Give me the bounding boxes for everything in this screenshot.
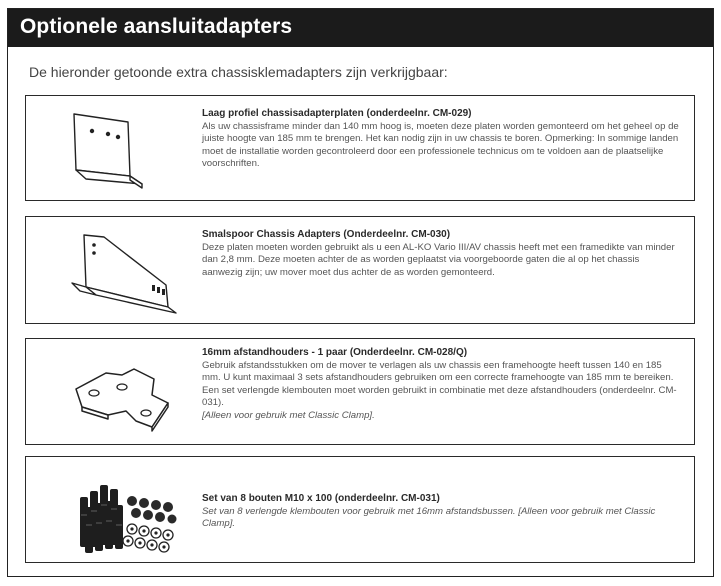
page-title: Optionele aansluitadapters: [20, 15, 293, 38]
bolt-set-icon: [56, 465, 181, 565]
item-title: Laag profiel chassisadapterplaten (onderdeelnr. CM-029): [202, 108, 472, 119]
adapter-card-cm028q: [25, 338, 695, 445]
adapter-card-cm030: [25, 216, 695, 324]
item-description: Als uw chassisframe minder dan 140 mm hoog is, moeten deze platen worden gemonteerd om het geheel op de juiste hoogte van 185 mm te brengen. Het kan nodig zijn in uw chassis te boren. Opmerking: In sommige landen moet de installatie worden gecontroleerd door een professionele technicus om te voldoen aan de plaatselijke voorschriften.: [202, 120, 679, 170]
item-note: Set van 8 verlengde klembouten voor gebruik met 16mm afstandsbussen. [Alleen voor gebruik met Classic Clamp].: [202, 505, 656, 530]
narrow-adapter-icon: [56, 225, 181, 325]
card-text: [202, 108, 680, 171]
header-bar: [8, 9, 713, 47]
item-title: Set van 8 bouten M10 x 100 (onderdeelnr. CM-031): [202, 493, 440, 504]
card-text: [202, 493, 680, 531]
card-text: [202, 229, 680, 279]
bracket-plate-icon: [56, 104, 181, 204]
item-title: Smalspoor Chassis Adapters (Onderdeelnr. CM-030): [202, 229, 451, 240]
item-note: [Alleen voor gebruik met Classic Clamp].: [202, 409, 375, 421]
adapter-card-cm029: [25, 95, 695, 201]
document-frame: [7, 8, 714, 577]
item-title: 16mm afstandhouders - 1 paar (Onderdeelnr. CM-028/Q): [202, 347, 468, 358]
adapter-card-cm031: [25, 456, 695, 563]
item-description: Deze platen moeten worden gebruikt als u een AL-KO Vario III/AV chassis heeft met een framedikte van minder dan 2,8 mm. Deze moeten achter de as worden geplaatst via voorgeboorde gaten die al op het chassis aanwezig zijn; uw mover moet dus achter de as worden gemonteerd.: [202, 241, 675, 278]
card-text: [202, 347, 680, 423]
item-description: Gebruik afstandsstukken om de mover te verlagen als uw chassis een framehoogte heeft tussen 140 en 185 mm. U kunt maximaal 3 sets afstandhouders gebruiken om een correcte framehoogte van 185 mm te bereiken. Een set verlengde klembouten moet worden gebruikt in combinatie met deze afstandhouders (onderdeelnr. CM-031).: [202, 359, 677, 409]
spacer-plate-icon: [56, 347, 181, 447]
intro-text: De hieronder getoonde extra chassisklemadapters zijn verkrijgbaar:: [29, 64, 448, 80]
